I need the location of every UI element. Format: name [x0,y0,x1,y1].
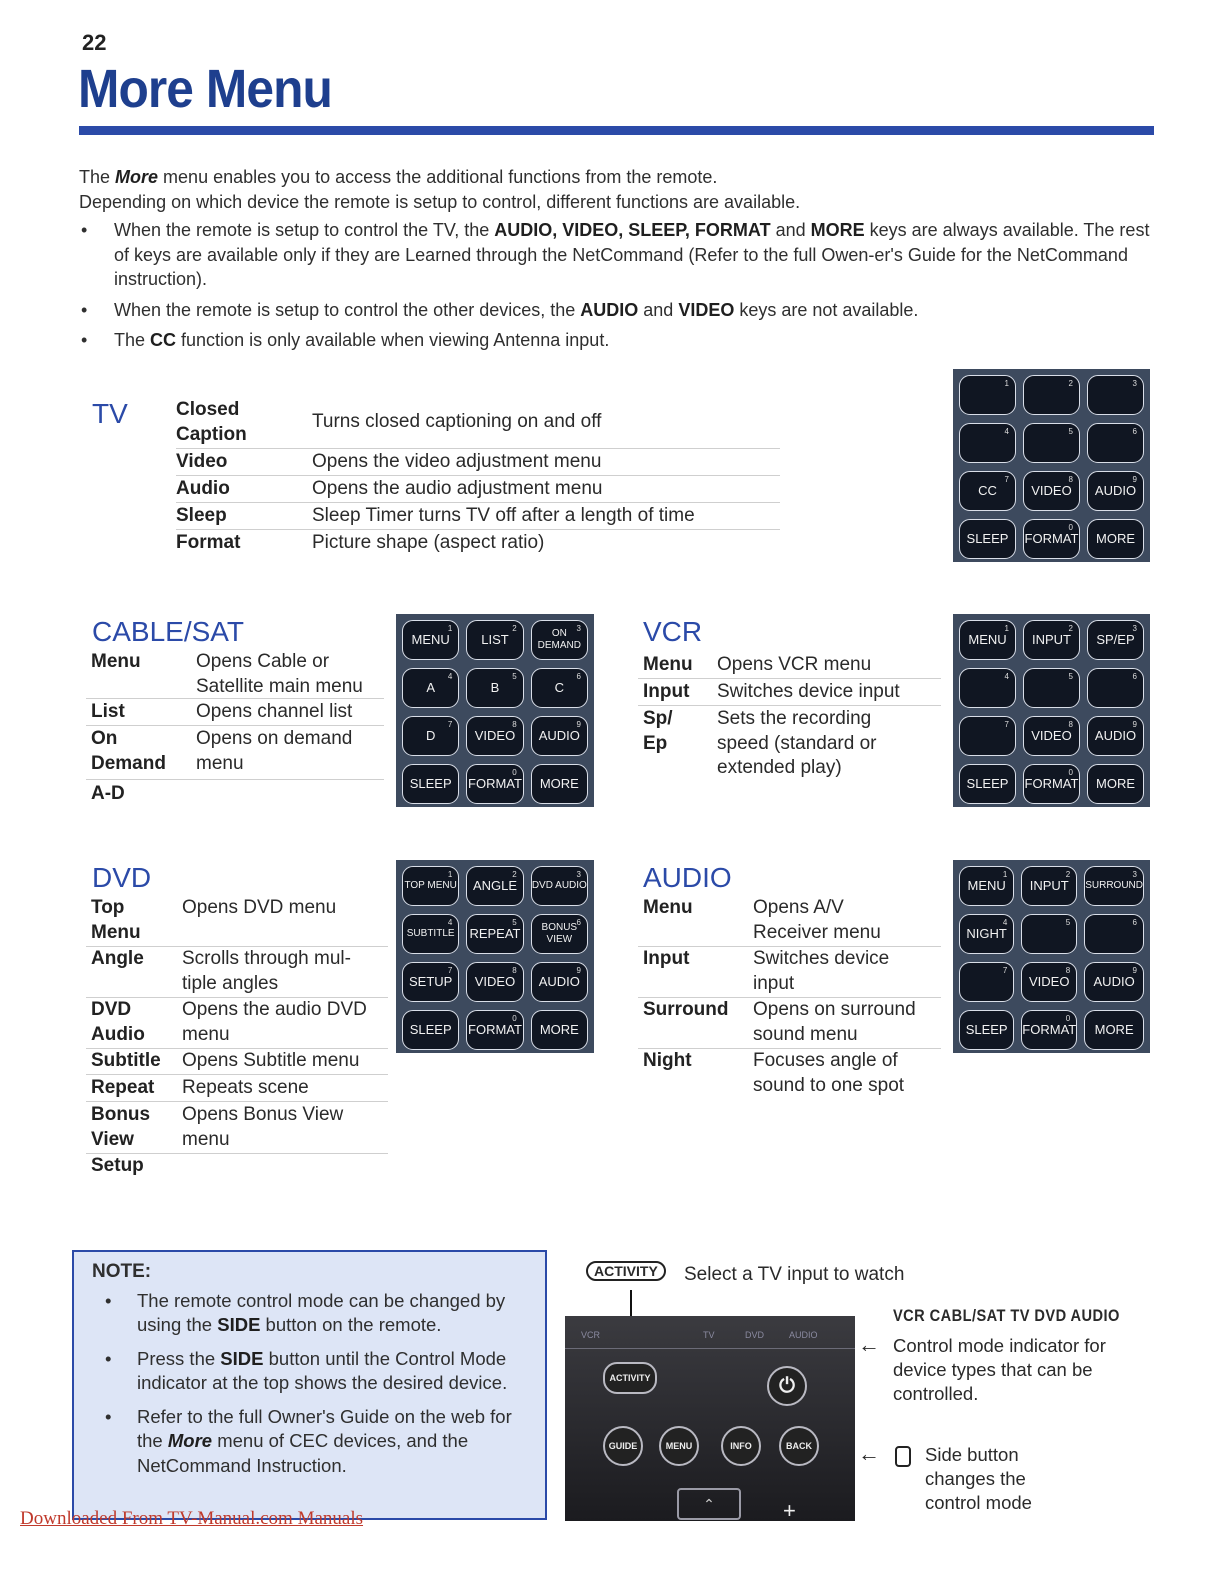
chevron-up-icon[interactable]: ⌃ [677,1488,741,1520]
remote-key [1023,471,1080,511]
remote-key-number: 4 [1004,672,1009,681]
remote-key [466,962,523,1002]
remote-key [959,620,1016,660]
remote-key-label: SLEEP [965,1022,1008,1037]
remote-key [531,866,588,906]
dvd-row: Bonus View Opens Bonus View menu [86,1103,388,1154]
remote-divider [565,1348,855,1349]
cable-row: List Opens channel list [86,700,384,726]
dvd-row: DVD Audio Opens the audio DVD menu [86,998,388,1049]
remote-key-number: 7 [447,966,453,975]
remote-key-label: LIST [481,632,509,647]
remote-key-label: REPEAT [469,926,521,941]
remote-key [959,866,1014,906]
remote-key-label: AUDIO [1094,728,1137,743]
vcr-section-title: VCR [643,616,703,647]
remote-key-label: D [425,728,436,743]
remote-key [1087,620,1144,660]
note-title: NOTE: [92,1261,152,1282]
power-icon[interactable]: ⏻ [767,1366,807,1406]
remote-key [402,866,459,906]
audio-row: Surround Opens on surround sound menu [638,998,941,1049]
note-bullets [137,1289,527,1479]
audio-row: Menu Opens A/V Receiver menu [638,896,941,947]
side-button-icon [895,1446,911,1467]
note-box [72,1250,547,1520]
remote-key [959,962,1014,1002]
control-mode-description: Control mode indicator for device types that can be controlled. [893,1335,1106,1404]
remote-key-label: FORMAT [468,1022,522,1037]
remote-key-number: 7 [447,720,453,729]
cable-section-title: CABLE/SAT [92,616,244,647]
cable-row: On Demand Opens on demand menu [86,727,384,780]
intro-text [79,165,1159,359]
remote-info-button[interactable]: INFO [721,1426,761,1466]
side-button-description: Side button changes the control mode [925,1444,1032,1513]
remote-key-label: AUDIO [538,728,580,743]
remote-key [531,668,588,708]
note-bullet: • Refer to the full Owner's Guide on the web for the More menu of CEC devices, and the NetCommand Instruction. [137,1405,527,1479]
tv-row: Video Opens the video adjustment menu [176,450,780,476]
remote-key-number: 1 [447,870,453,879]
remote-key-label: VIDEO [1031,728,1072,743]
remote-key-number: 6 [1132,672,1137,681]
remote-key-number: 3 [1132,624,1137,633]
remote-key [959,716,1016,756]
remote-key-number: 2 [512,624,517,633]
remote-key-label: ANGLE [472,878,518,893]
remote-key-number: 6 [576,918,581,927]
tv-row: Format Picture shape (aspect ratio) [176,532,545,553]
remote-key-label: SETUP [408,974,453,989]
remote-back-button[interactable]: BACK [779,1426,819,1466]
remote-key [1023,716,1080,756]
remote-key [402,764,459,804]
remote-key [466,764,523,804]
audio-keypad [953,860,1150,1053]
remote-key [531,914,588,954]
remote-key-label: B [490,680,500,695]
vcr-keypad [953,614,1150,807]
remote-key [402,1010,459,1050]
remote-key [1087,716,1144,756]
remote-key-label: MORE [1096,531,1135,546]
tv-section-title: TV [92,398,128,429]
remote-key [1023,764,1080,804]
remote-key-number: 0 [512,1014,517,1023]
note-bullet: • The remote control mode can be changed by using the SIDE button on the remote. [137,1289,527,1338]
remote-key-label: MORE [539,776,579,791]
remote-key [466,620,523,660]
remote-key-label: C [554,680,565,695]
remote-mode-tv: TV [703,1330,715,1340]
remote-key-number: 5 [512,672,517,681]
dvd-row: Angle Scrolls through mul-tiple angles [86,947,388,998]
remote-key-number: 3 [576,870,581,879]
remote-key-number: 8 [1068,475,1073,484]
remote-key [1021,866,1077,906]
remote-key-label: MORE [1094,1022,1134,1037]
remote-key-number: 5 [512,918,517,927]
audio-section-title: AUDIO [643,862,732,893]
remote-key-number: 3 [576,624,581,633]
dvd-row: Setup [91,1155,144,1176]
remote-key-label: DVD AUDIO [531,880,587,891]
remote-key [531,1010,588,1050]
tv-row: Audio Opens the audio adjustment menu [176,477,780,503]
remote-key [1023,668,1080,708]
remote-key [466,914,523,954]
remote-key-label: FORMAT [1024,531,1079,546]
remote-key-number: 6 [1132,427,1137,436]
remote-key-label: SLEEP [966,531,1009,546]
remote-mode-audio: AUDIO [789,1330,818,1340]
remote-key-label: VIDEO [474,728,516,743]
remote-key-label: FORMAT [1022,1022,1077,1037]
remote-key [1021,1010,1077,1050]
arrow-left-icon: ← [858,1441,880,1466]
remote-key [1023,620,1080,660]
remote-key [402,668,459,708]
remote-key [1021,962,1077,1002]
remote-key-number: 4 [1002,918,1008,927]
remote-key [1023,375,1080,415]
remote-key-label: CC [978,483,997,498]
remote-key-label: VIDEO [1031,483,1072,498]
remote-key [959,423,1016,463]
remote-key-label: MORE [1096,776,1135,791]
remote-key [466,1010,523,1050]
vcr-row: Sp/ Ep Sets the recording speed (standard or extended play) [643,708,877,778]
remote-key-number: 1 [1004,379,1009,388]
remote-key-label: AUDIO [1093,974,1135,989]
remote-image [565,1316,855,1521]
remote-key-label: NIGHT [966,926,1007,941]
remote-key [959,471,1016,511]
remote-key-number: 0 [512,768,517,777]
footer-link[interactable]: Downloaded From TV-Manual.com Manuals [20,1508,364,1529]
activity-description: Select a TV input to watch [684,1264,905,1285]
remote-activity-button[interactable]: ACTIVITY [603,1362,657,1394]
vcr-row: Menu Opens VCR menu [638,653,941,679]
remote-key [531,620,588,660]
remote-key-number: 9 [1132,475,1137,484]
remote-key [1023,423,1080,463]
remote-key-number: 1 [447,624,453,633]
remote-key-label: INPUT [1029,878,1069,893]
cable-keypad [396,614,594,807]
intro-bullet: • When the remote is setup to control the other devices, the AUDIO and VIDEO keys are not available. [79,298,1159,323]
remote-key-number: 4 [447,672,453,681]
remote-key-number: 9 [576,966,581,975]
remote-key-number: 0 [1068,768,1073,777]
remote-key-number: 2 [512,870,517,879]
remote-key-number: 8 [1065,966,1071,975]
remote-key-label: SLEEP [409,1022,452,1037]
dvd-section-title: DVD [92,862,152,893]
remote-key-number: 0 [1068,523,1073,532]
remote-key [959,519,1016,559]
remote-key-label: MENU [968,632,1007,647]
remote-key-number: 8 [1068,720,1073,729]
remote-key [402,914,459,954]
dvd-row: Top Menu Opens DVD menu [86,896,388,947]
remote-key [1084,962,1144,1002]
audio-row: Night Focuses angle of sound to one spot [643,1050,905,1096]
remote-key [402,962,459,1002]
remote-key [959,914,1014,954]
remote-key-label: MORE [539,1022,579,1037]
remote-key [466,716,523,756]
remote-key-label: SLEEP [409,776,452,791]
cable-row: Menu Opens Cable or Satellite main menu [86,650,384,699]
remote-key [1087,519,1144,559]
remote-key-number: 2 [1068,379,1073,388]
intro-emphasis: More [115,167,159,187]
remote-key-label: FORMAT [1024,776,1079,791]
remote-key [466,866,523,906]
remote-key-number: 7 [1004,720,1009,729]
remote-key [402,620,459,660]
remote-key-number: 3 [1132,379,1137,388]
remote-key-label: SUBTITLE [406,928,455,939]
remote-key-label: TOP MENU [404,880,457,891]
cable-row: A-D [91,783,125,804]
remote-mode-dvd: DVD [745,1330,765,1340]
remote-key-number: 1 [1004,624,1009,633]
remote-guide-button[interactable]: GUIDE [603,1426,643,1466]
remote-key-number: 2 [1065,870,1071,879]
remote-key [1023,519,1080,559]
intro-bullet: • When the remote is setup to control the TV, the AUDIO, VIDEO, SLEEP, FORMAT and MORE keys are always available. The rest of keys are available only if they are Learned through the NetCommand (Refer to the full Owen-er's Guide for the NetCommand instruction). [79,218,1159,292]
remote-key [959,668,1016,708]
control-mode-list: VCR CABL/SAT TV DVD AUDIO [893,1306,1120,1325]
remote-key [1087,423,1144,463]
remote-menu-button[interactable]: MENU [659,1426,699,1466]
remote-key-number: 9 [576,720,581,729]
remote-key [1087,471,1144,511]
remote-key [1021,914,1077,954]
arrow-left-icon: ← [858,1332,880,1357]
dvd-row: Subtitle Opens Subtitle menu [86,1049,388,1075]
dvd-keypad [396,860,594,1053]
remote-key-number: 7 [1002,966,1008,975]
remote-key [466,668,523,708]
remote-key-label: SURROUND [1085,880,1143,891]
remote-key-number: 1 [1002,870,1008,879]
remote-key-number: 6 [1132,918,1137,927]
remote-key-number: 5 [1065,918,1071,927]
remote-key-number: 5 [1068,672,1073,681]
remote-key-number: 5 [1068,427,1073,436]
remote-mode-vcr: VCR [581,1330,601,1340]
intro-bullets [79,218,1159,353]
intro-text-part: menu enables you to access the additional functions from the remote. [158,167,718,187]
title-rule [79,126,1154,135]
intro-bullet: • The CC function is only available when viewing Antenna input. [79,328,1159,353]
plus-icon[interactable]: + [783,1498,796,1521]
remote-key-label: A [426,680,435,695]
remote-key [531,716,588,756]
remote-key-label: VIDEO [1029,974,1070,989]
remote-key-number: 8 [512,720,517,729]
remote-key [1087,375,1144,415]
remote-key [1087,764,1144,804]
remote-key [959,375,1016,415]
tv-keypad [953,369,1150,562]
intro-text-part: The [79,167,116,187]
remote-key [1087,668,1144,708]
remote-key-label: BONUS VIEW [541,922,578,945]
remote-key-number: 9 [1132,720,1137,729]
remote-key-label: VIDEO [474,974,516,989]
vcr-row: Input Switches device input [638,680,941,706]
remote-key [1084,866,1144,906]
dvd-row: Repeat Repeats scene [86,1076,388,1102]
tv-row: Closed Caption Turns closed captioning on and off [176,398,780,449]
remote-key [402,716,459,756]
tv-row: Sleep Sleep Timer turns TV off after a length of time [176,504,780,530]
remote-key-label: INPUT [1032,632,1071,647]
remote-key-number: 2 [1068,624,1073,633]
audio-row: Input Switches device input [638,947,941,998]
remote-key-label: MENU [967,878,1006,893]
remote-key [959,764,1016,804]
remote-key-number: 4 [1004,427,1009,436]
remote-key [1084,1010,1144,1050]
intro-line: Depending on which device the remote is setup to control, different functions are available. [79,191,801,212]
activity-key-label: ACTIVITY [586,1261,666,1281]
remote-key-label: FORMAT [468,776,522,791]
page-number: 22 [82,30,107,55]
remote-key-number: 4 [447,918,453,927]
remote-key [531,764,588,804]
remote-key-number: 6 [576,672,581,681]
page-title: More Menu [78,59,332,119]
remote-key-number: 8 [512,966,517,975]
remote-key [1084,914,1144,954]
remote-key-label: MENU [411,632,450,647]
remote-key-label: ON DEMAND [537,628,581,651]
note-bullet: • Press the SIDE button until the Control Mode indicator at the top shows the desired device. [137,1347,527,1396]
remote-key [959,1010,1014,1050]
remote-key-label: AUDIO [1094,483,1137,498]
remote-key-label: SLEEP [966,776,1009,791]
remote-key-label: AUDIO [538,974,580,989]
remote-key [531,962,588,1002]
remote-key-number: 9 [1132,966,1137,975]
remote-key-label: SP/EP [1096,632,1135,647]
remote-key-number: 7 [1004,475,1009,484]
remote-key-number: 0 [1065,1014,1071,1023]
remote-key-number: 3 [1132,870,1137,879]
